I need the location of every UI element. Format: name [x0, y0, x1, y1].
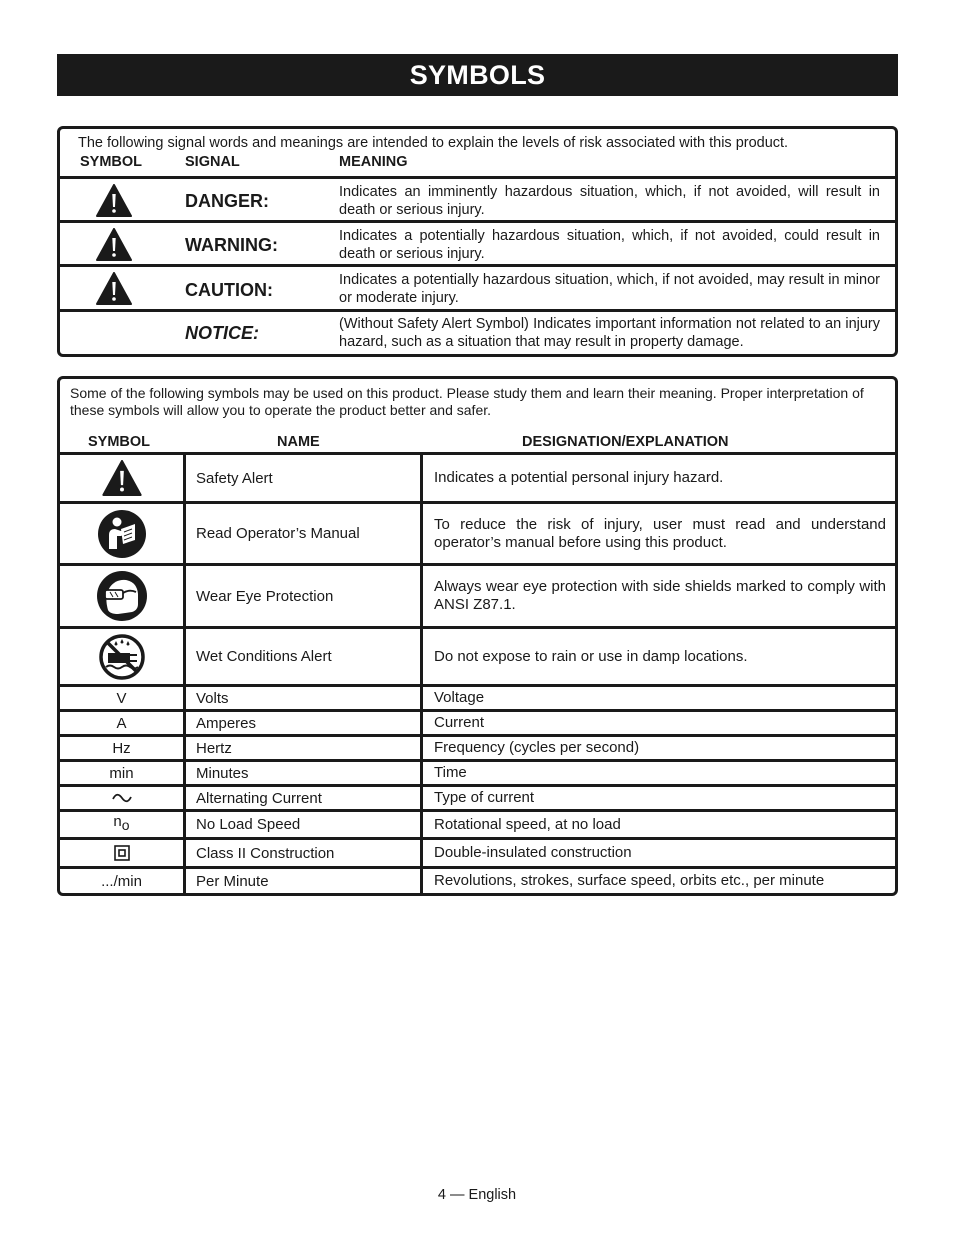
symbol-explanation: Voltage: [434, 689, 485, 706]
signal-row-danger: [60, 176, 895, 220]
symbol-explanation: Frequency (cycles per second): [434, 739, 640, 756]
column-divider: [420, 455, 423, 893]
signal-word-notice: NOTICE:: [185, 323, 259, 343]
symbol-explanation: Time: [434, 764, 467, 781]
symbol-name: Safety Alert: [196, 469, 273, 487]
symbol-explanation: Rotational speed, at no load: [434, 815, 621, 833]
symbol-name: No Load Speed: [196, 816, 301, 833]
signal-meaning-notice: (Without Safety Alert Symbol) Indicates important information not related to an injury hazard, such as a situation that may result in property damage.: [339, 316, 880, 350]
symbol-name: Wear Eye Protection: [196, 587, 334, 605]
warning-triangle-icon: [96, 228, 132, 261]
signal-meaning-caution: Indicates a potentially hazardous situation, which, if not avoided, may result in minor or moderate injury.: [339, 272, 880, 306]
symbol-name: Wet Conditions Alert: [196, 648, 332, 665]
header-symbol: SYMBOL: [80, 154, 143, 170]
symbol-name: Read Operator’s Manual: [196, 525, 360, 542]
signal-word-warning: WARNING:: [185, 235, 278, 255]
symbols-intro: Some of the following symbols may be used on this product. Please study them and learn their meaning. Proper interpretation of these symbols will allow you to operate the product better and safer.: [70, 385, 864, 418]
symbol-name: Volts: [196, 689, 229, 707]
signal-word-caution: CAUTION:: [185, 280, 273, 300]
header-meaning: MEANING: [339, 154, 408, 170]
symbol-explanation: Current: [434, 714, 485, 731]
symbol-name: Per Minute: [196, 872, 269, 890]
symbol-explanation: Indicates a potential personal injury hazard.: [434, 469, 724, 486]
symbol-text: V: [116, 689, 127, 707]
page-footer: 4 — English: [437, 1187, 517, 1203]
symbol-explanation: Type of current: [434, 789, 535, 806]
symbol-text: n o: [113, 813, 130, 833]
signal-row-notice: [60, 309, 895, 354]
eye-protection-icon: [96, 570, 148, 622]
symbols-box: [57, 376, 898, 896]
symbol-text: Hz: [112, 739, 131, 757]
symbol-explanation: Do not expose to rain or use in damp locations.: [434, 647, 748, 665]
read-manual-icon: [97, 509, 147, 559]
signal-row-warning: [60, 220, 895, 264]
signal-intro: The following signal words and meanings are intended to explain the levels of risk associated with this product.: [78, 135, 789, 151]
symbol-explanation: Always wear eye protection with side shields marked to comply with ANSI Z87.1.: [434, 578, 886, 613]
column-divider: [183, 455, 186, 893]
double-square-icon: [114, 845, 130, 861]
symbol-explanation: Revolutions, strokes, surface speed, orbits etc., per minute: [434, 872, 825, 889]
warning-triangle-icon: [101, 460, 143, 496]
header-name: NAME: [277, 434, 320, 450]
signal-words-box: [57, 126, 898, 357]
symbol-explanation: To reduce the risk of injury, user must read and understand operator’s manual before using this product.: [434, 515, 886, 551]
warning-triangle-icon: [96, 272, 132, 305]
signal-row-caution: [60, 264, 895, 309]
warning-triangle-icon: [96, 184, 132, 217]
symbol-name: Amperes: [196, 714, 257, 732]
header-signal: SIGNAL: [185, 154, 240, 170]
signal-meaning-warning: Indicates a potentially hazardous situation, which, if not avoided, could result in death or serious injury.: [339, 228, 880, 262]
header-explanation: DESIGNATION/EXPLANATION: [522, 434, 729, 450]
symbol-name: Minutes: [196, 764, 249, 782]
signal-word-danger: DANGER:: [185, 191, 269, 211]
symbol-text: A: [116, 714, 127, 732]
wet-conditions-icon: [98, 633, 146, 681]
alternating-current-icon: [111, 791, 133, 805]
symbol-name: Hertz: [196, 739, 232, 757]
header-symbol: SYMBOL: [88, 434, 151, 450]
signal-meaning-danger: Indicates an imminently hazardous situation, which, if not avoided, will result in death or serious injury.: [339, 184, 880, 218]
page-title: SYMBOLS: [57, 54, 898, 96]
symbol-text: .../min: [101, 872, 142, 890]
symbol-name: Class II Construction: [196, 844, 335, 862]
symbol-text: min: [109, 764, 134, 782]
symbol-explanation: Double-insulated construction: [434, 844, 632, 861]
symbol-name: Alternating Current: [196, 789, 322, 807]
